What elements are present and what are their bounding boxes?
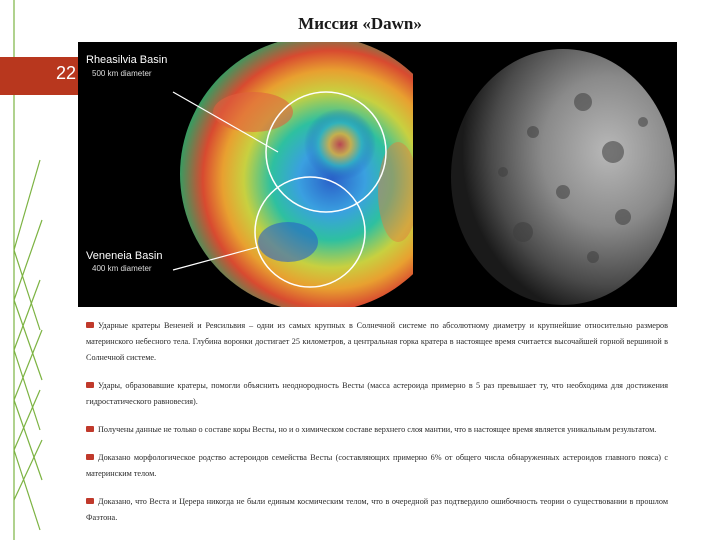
list-item	[86, 422, 668, 438]
bullet-text: Получены данные не только о составе коры Весты, но и о химическом составе верхнего слоя мантии, что в настоящее время является уникальным результатом.	[98, 425, 657, 434]
list-item	[86, 378, 668, 410]
veneneia-label: Veneneia Basin	[86, 250, 163, 262]
bullet-text: Доказано, что Веста и Церера никогда не были единым космическим телом, что в очередной раз подтвердило ошибочность теории о существовании в прошлом Фаэтона.	[86, 497, 668, 522]
bullet-text: Удары, образовавшие кратеры, помогли объяснить неоднородность Весты (масса астероида примерно в 5 раз превышает ту, что необходима для достижения гидростатического равновесия).	[86, 381, 668, 406]
bullet-icon	[86, 498, 94, 504]
bullet-icon	[86, 426, 94, 432]
vesta-photo-graphic	[413, 42, 677, 307]
vesta-photo	[413, 42, 677, 307]
page-title: Миссия «Dawn»	[298, 14, 422, 33]
rheasilvia-label: Rheasilvia Basin	[86, 54, 168, 66]
list-item	[86, 450, 668, 482]
list-item	[86, 494, 668, 526]
list-item	[86, 318, 668, 366]
vesta-elevation-map	[78, 42, 413, 307]
bullet-text: Ударные кратеры Вененей и Реясильвия – одни из самых крупных в Солнечной системе по абсолютному диаметру и крупнейшие относительно размеров материнского небесного тела. Глубина воронки достигает 25 километров, а центральная горка кратера в настоящее время считается высочайшей горной вершиной в Солнечной системе.	[86, 321, 668, 362]
bullet-icon	[86, 382, 94, 388]
bullet-text: Доказано морфологическое родство астероидов семейства Весты (составляющих примерно 6% от общего числа обнаруженных астероидов главного пояса) с материнским телом.	[86, 453, 668, 478]
veneneia-diameter: 400 km diameter	[92, 264, 152, 273]
bullet-list	[86, 318, 668, 538]
rheasilvia-diameter: 500 km diameter	[92, 69, 152, 78]
bullet-icon	[86, 322, 94, 328]
bullet-icon	[86, 454, 94, 460]
slide-number: 22	[56, 63, 77, 83]
